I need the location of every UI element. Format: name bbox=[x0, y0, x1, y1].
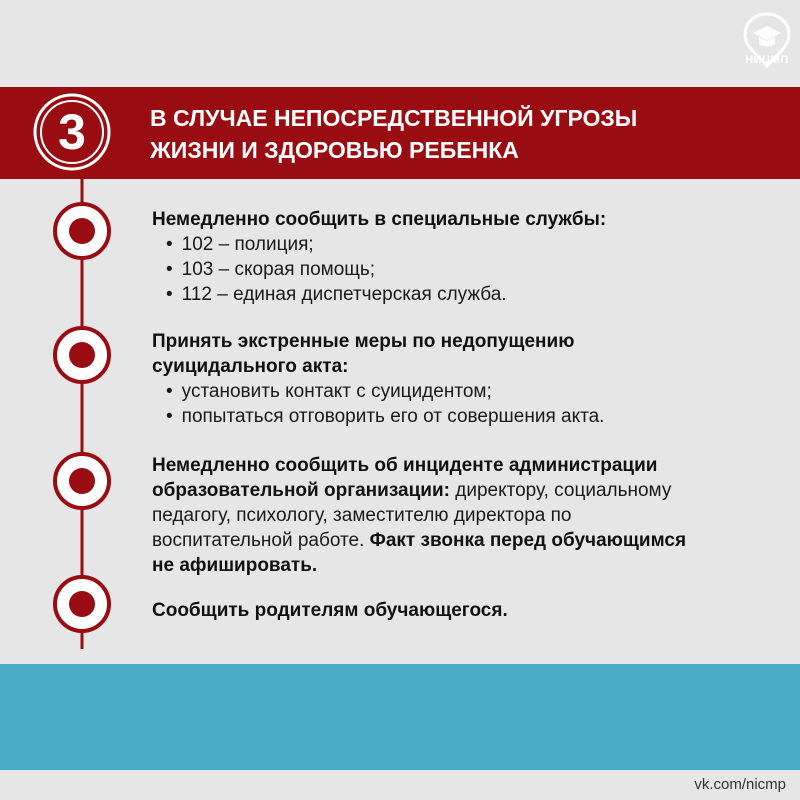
step-2-heading-line-1: Принять экстренные меры по недопущению bbox=[152, 331, 575, 352]
list-item: • 112 – единая диспетчерская служба. bbox=[152, 282, 772, 307]
step-3-line-4-text: воспитательной работе. bbox=[152, 530, 370, 551]
step-2-heading-line-2: суицидального акта: bbox=[152, 356, 349, 377]
step-3-line-1: Немедленно сообщить об инциденте администрации bbox=[152, 455, 658, 476]
timeline-marker-2 bbox=[55, 328, 109, 382]
footer-link[interactable]: vk.com/nicmp bbox=[694, 776, 786, 793]
step-3 bbox=[152, 453, 772, 578]
step-3-line-5: не афишировать. bbox=[152, 555, 318, 576]
step-1-heading: Немедленно сообщить в специальные службы: bbox=[152, 209, 607, 230]
title-line-1: В СЛУЧАЕ НЕПОСРЕДСТВЕННОЙ УГРОЗЫ bbox=[150, 105, 638, 131]
list-item: • 102 – полиция; bbox=[152, 232, 772, 257]
step-1 bbox=[152, 207, 772, 307]
list-item: • 103 – скорая помощь; bbox=[152, 257, 772, 282]
logo-text: НИЦМП bbox=[745, 54, 789, 66]
title-line-2: ЖИЗНИ И ЗДОРОВЬЮ РЕБЕНКА bbox=[150, 137, 519, 163]
page-title bbox=[150, 102, 770, 166]
timeline-marker-4 bbox=[55, 577, 109, 631]
step-3-line-2-text: директору, социальному bbox=[449, 480, 672, 501]
timeline bbox=[0, 179, 150, 649]
step-2 bbox=[152, 329, 772, 429]
timeline-marker-3 bbox=[55, 454, 109, 508]
step-3-line-4-bold: Факт звонка перед обучающимся bbox=[369, 530, 687, 551]
footer-band bbox=[0, 664, 800, 770]
timeline-marker-1 bbox=[55, 204, 109, 258]
list-item: • установить контакт с суицидентом; bbox=[152, 379, 772, 404]
step-3-line-2-bold: образовательной организации: bbox=[152, 480, 450, 501]
step-4 bbox=[152, 598, 772, 623]
step-4-heading: Сообщить родителям обучающегося. bbox=[152, 600, 508, 621]
step-number: 3 bbox=[58, 104, 86, 160]
step-3-line-3: педагогу, психологу, заместителю директора по bbox=[152, 505, 572, 526]
list-item: • попытаться отговорить его от совершения акта. bbox=[152, 404, 772, 429]
